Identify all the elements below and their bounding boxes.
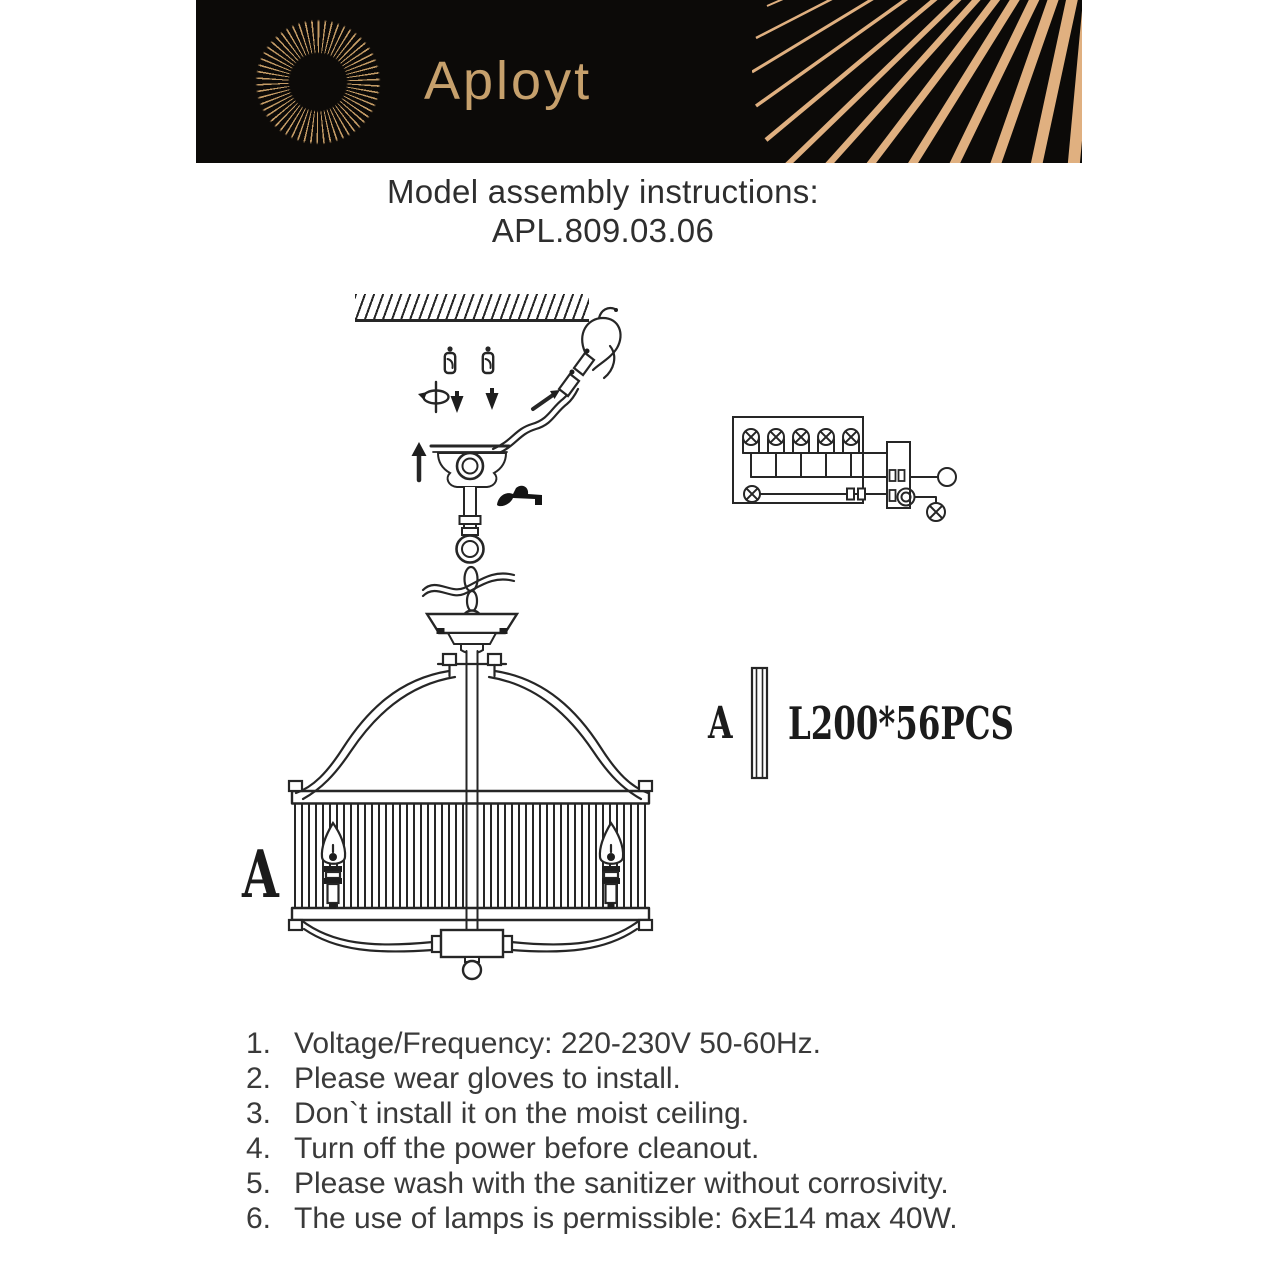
list-item xyxy=(246,1131,958,1166)
rotate-icon xyxy=(418,382,449,412)
list-item xyxy=(246,1096,958,1131)
list-item xyxy=(246,1026,958,1061)
part-spec: L200*56PCS xyxy=(788,697,1014,751)
candle-bulb-left xyxy=(322,823,345,909)
wiring-diagram xyxy=(733,417,956,521)
item-number: 1. xyxy=(246,1027,272,1060)
item-text: Don`t install it on the moist ceiling. xyxy=(294,1097,750,1130)
shade-label: A xyxy=(242,835,279,914)
item-number: 4. xyxy=(246,1132,272,1165)
hook-tool-icon xyxy=(497,486,542,506)
lead-wire xyxy=(423,573,514,596)
item-text: Please wear gloves to install. xyxy=(294,1062,681,1095)
candle-bulb-right xyxy=(600,823,623,909)
screw-icon xyxy=(451,388,499,413)
bottom-body xyxy=(432,930,512,979)
item-number: 3. xyxy=(246,1097,272,1130)
item-text: Voltage/Frequency: 220-230V 50-60Hz. xyxy=(294,1027,822,1060)
model-code: APL.809.03.06 xyxy=(491,212,715,249)
page-title: Model assembly instructions: xyxy=(386,173,820,210)
crystal-rod-part xyxy=(752,668,767,778)
wall-anchor-icon xyxy=(445,346,493,373)
list-item xyxy=(246,1201,958,1236)
item-text: Please wash with the sanitizer without corrosivity. xyxy=(294,1167,949,1200)
list-item xyxy=(246,1061,958,1096)
item-number: 5. xyxy=(246,1167,272,1200)
brand-wordmark: Aployt xyxy=(424,51,593,111)
item-number: 6. xyxy=(246,1202,272,1235)
item-text: Turn off the power before cleanout. xyxy=(294,1132,760,1165)
list-item xyxy=(246,1166,958,1201)
supply-cable xyxy=(493,308,621,454)
part-label: A xyxy=(708,697,733,750)
item-text: The use of lamps is permissible: 6xE14 max 40W. xyxy=(294,1202,958,1235)
item-number: 2. xyxy=(246,1062,272,1095)
ceiling-canopy xyxy=(431,446,509,535)
hanging-chain xyxy=(457,536,484,612)
up-arrow-icon xyxy=(412,442,427,480)
instructions-list xyxy=(246,1026,958,1236)
top-bowl xyxy=(427,611,517,654)
